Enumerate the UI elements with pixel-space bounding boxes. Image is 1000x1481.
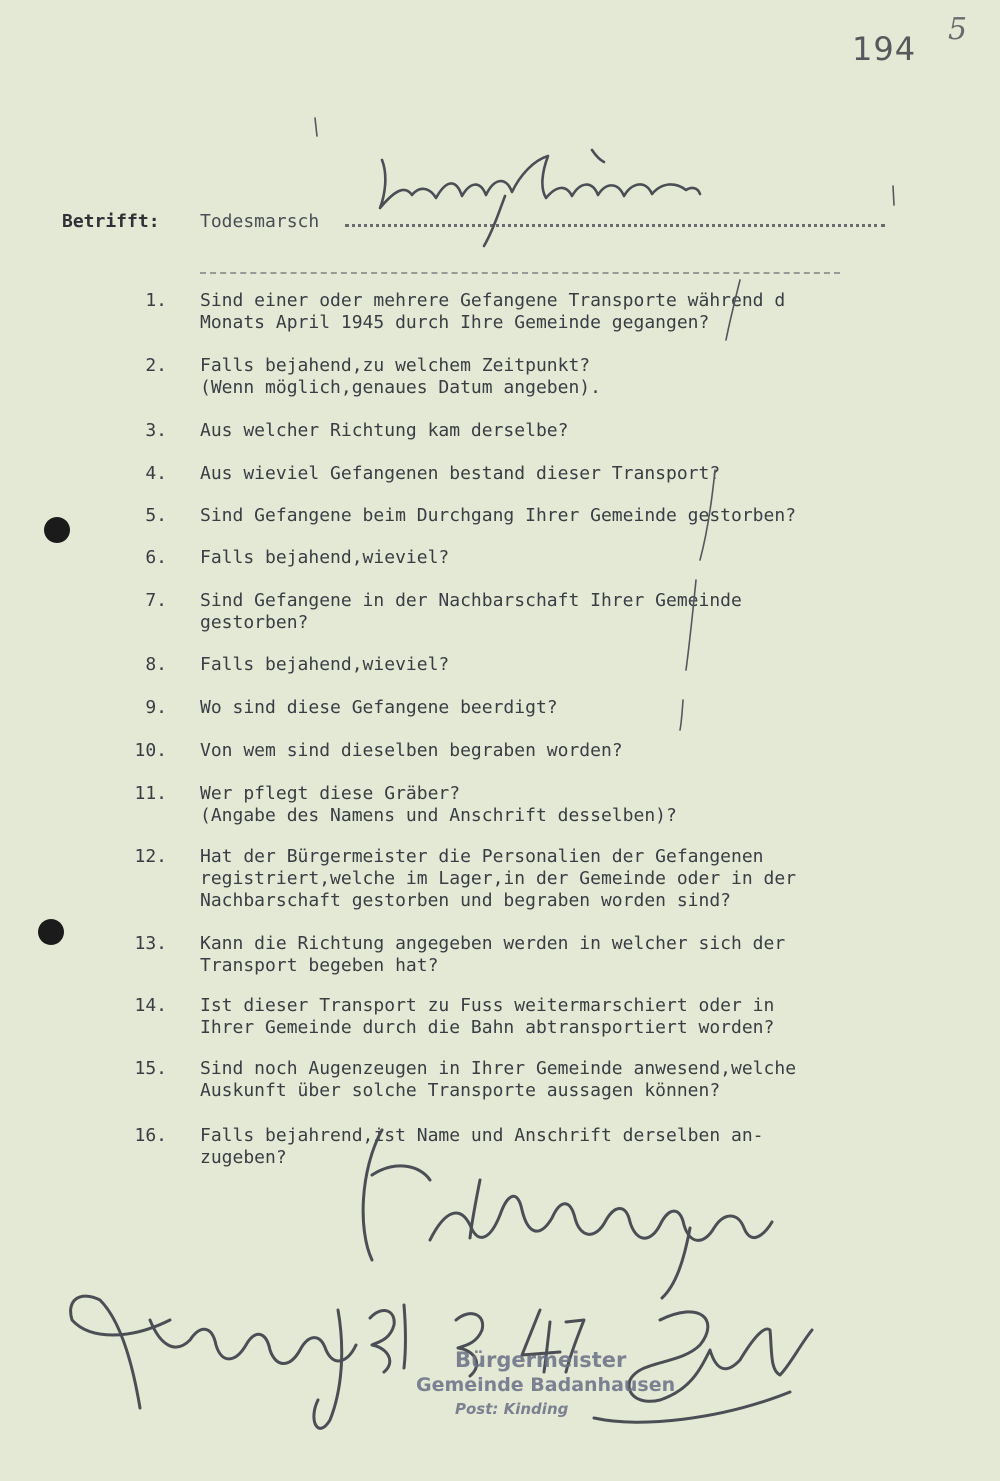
question-text: Aus wieviel Gefangenen bestand dieser Transport? — [200, 463, 721, 484]
question-text: Aus welcher Richtung kam derselbe? — [200, 420, 569, 441]
question-text: Sind noch Augenzeugen in Ihrer Gemeinde anwesend,welche Auskunft über solche Transporte aussagen können? — [200, 1058, 797, 1101]
handwritten-answer — [363, 1130, 772, 1298]
question-number: 2. — [145, 355, 167, 376]
question-text: Wer pflegt diese Gräber? (Angabe des Namens und Anschrift desselben)? — [200, 783, 677, 826]
question-number: 12. — [134, 846, 167, 867]
question-text: Sind Gefangene beim Durchgang Ihrer Gemeinde gestorben? — [200, 505, 797, 526]
question-text: Falls bejahrend,ist Name und Anschrift derselben an- zugeben? — [200, 1125, 764, 1168]
subject-text: Todesmarsch — [200, 211, 320, 232]
question-text: Falls bejahend,wieviel? — [200, 547, 450, 568]
question-number: 14. — [134, 995, 167, 1016]
question-number: 5. — [145, 505, 167, 526]
stamp-municipality: Gemeinde Badanhausen — [416, 1374, 676, 1396]
question-number: 7. — [145, 590, 167, 611]
page-number: 194 — [852, 30, 917, 68]
question-number: 3. — [145, 420, 167, 441]
question-number: 9. — [145, 697, 167, 718]
question-text: Falls bejahend,zu welchem Zeitpunkt? (Wenn möglich,genaues Datum angeben). — [200, 355, 601, 398]
question-number: 13. — [134, 933, 167, 954]
question-text: Hat der Bürgermeister die Personalien der Gefangenen registriert,welche im Lager,in der Gemeinde oder in der Nachbarschaft gestorben und begraben worden sind? — [200, 846, 797, 911]
question-number: 4. — [145, 463, 167, 484]
question-number: 6. — [145, 547, 167, 568]
question-number: 10. — [134, 740, 167, 761]
question-number: 11. — [134, 783, 167, 804]
question-text: Sind Gefangene in der Nachbarschaft Ihrer Gemeinde gestorben? — [200, 590, 742, 633]
stamp-title: Bürgermeister — [455, 1348, 627, 1372]
question-number: 8. — [145, 654, 167, 675]
question-text: Wo sind diese Gefangene beerdigt? — [200, 697, 558, 718]
question-text: Sind einer oder mehrere Gefangene Transporte während d Monats April 1945 durch Ihre Gemeinde gegangen? — [200, 290, 786, 333]
question-number: 15. — [134, 1058, 167, 1079]
subject-label: Betrifft: — [62, 211, 160, 232]
question-text: Falls bejahend,wieviel? — [200, 654, 450, 675]
question-text: Von wem sind dieselben begraben worden? — [200, 740, 623, 761]
stamp-post: Post: Kinding — [455, 1400, 569, 1418]
question-text: Ist dieser Transport zu Fuss weitermarschiert oder in Ihrer Gemeinde durch die Bahn abtransportiert worden? — [200, 995, 775, 1038]
signature — [594, 1312, 812, 1422]
question-text: Kann die Richtung angegeben werden in welcher sich der Transport begeben hat? — [200, 933, 786, 976]
question-number: 1. — [145, 290, 167, 311]
pencil-tick-marks — [315, 118, 894, 730]
handwritten-place-name — [380, 150, 700, 246]
question-number: 16. — [134, 1125, 167, 1146]
corner-number: 5 — [948, 12, 968, 47]
